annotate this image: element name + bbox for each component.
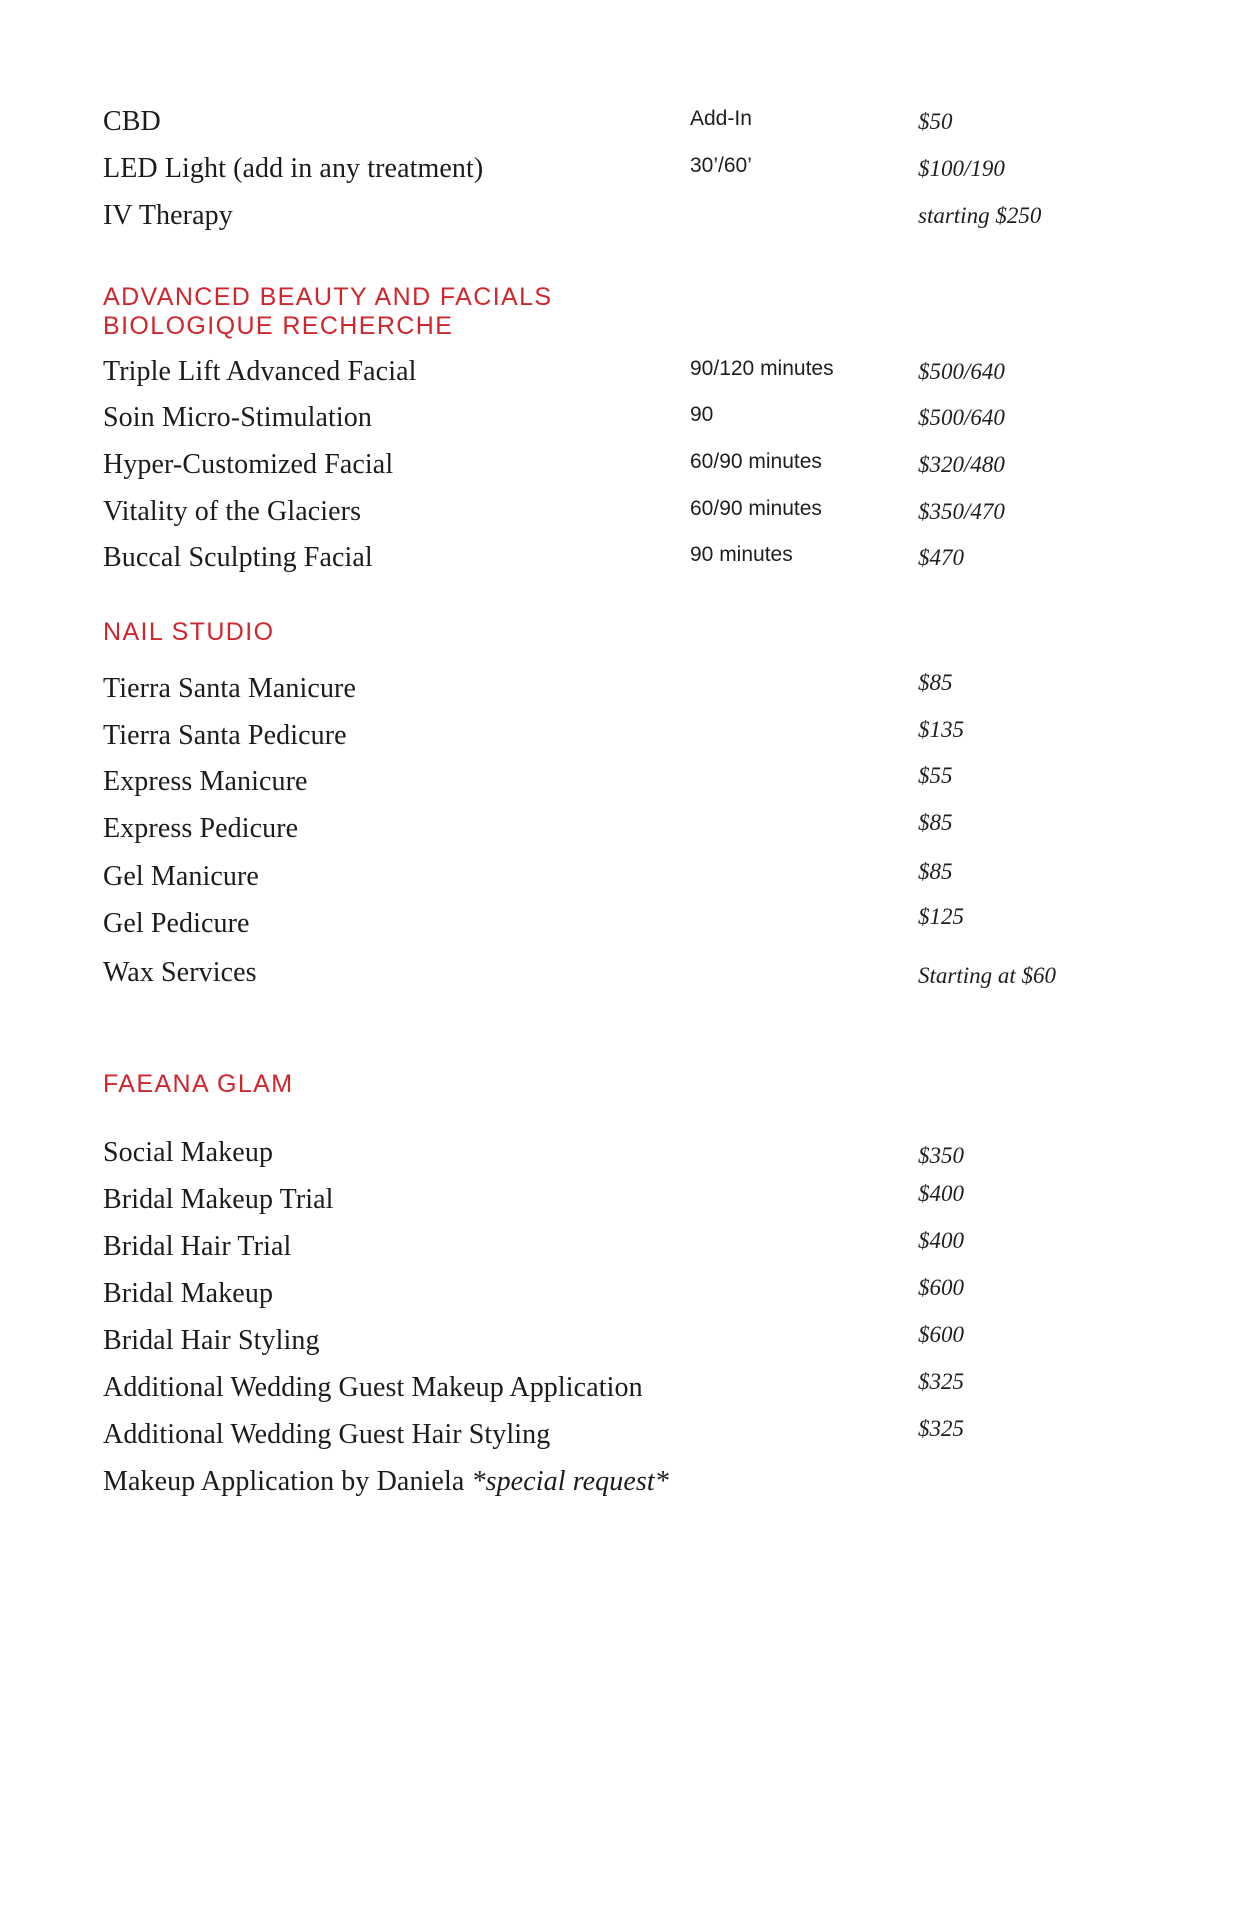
service-price: $320/480 (918, 452, 1005, 477)
section-heading-nail-studio: NAIL STUDIO (103, 618, 275, 646)
service-name: CBD (103, 106, 161, 137)
service-name: Soin Micro-Stimulation (103, 402, 372, 433)
section-subheading-biologique: BIOLOGIQUE RECHERCHE (103, 312, 454, 340)
service-name: Bridal Hair Trial (103, 1231, 292, 1262)
service-row (103, 716, 1143, 756)
service-row (103, 1274, 1143, 1314)
service-row (103, 762, 1143, 802)
service-price: starting $250 (918, 203, 1042, 228)
service-row (103, 492, 1143, 532)
service-price: $50 (918, 109, 953, 134)
service-price: $325 (918, 1369, 964, 1394)
service-duration: Add-In (690, 107, 752, 130)
service-price: $85 (918, 859, 953, 884)
service-row (103, 352, 1143, 392)
service-row (103, 857, 1143, 897)
service-price: $350/470 (918, 499, 1005, 524)
service-name: Vitality of the Glaciers (103, 496, 362, 527)
service-row (103, 398, 1143, 438)
service-row (103, 904, 1143, 944)
service-name: Bridal Hair Styling (103, 1325, 320, 1356)
service-name: LED Light (add in any treatment) (103, 153, 484, 184)
service-price: $85 (918, 670, 953, 695)
service-duration: 60/90 minutes (690, 450, 822, 473)
service-price: $600 (918, 1322, 964, 1347)
service-row-iv-therapy (103, 196, 1143, 236)
service-price: $325 (918, 1416, 964, 1441)
service-price: $85 (918, 810, 953, 835)
special-service-name: Makeup Application by Daniela (103, 1466, 465, 1497)
service-price: $55 (918, 763, 953, 788)
service-row (103, 1180, 1143, 1220)
service-row (103, 1415, 1143, 1455)
section-heading-faeana-glam: FAEANA GLAM (103, 1070, 294, 1098)
service-price: $600 (918, 1275, 964, 1300)
service-duration: 30’/60’ (690, 154, 752, 177)
service-price: $350 (918, 1143, 964, 1168)
service-price: $400 (918, 1181, 964, 1206)
service-name: Tierra Santa Manicure (103, 673, 356, 704)
service-row-cbd (103, 102, 1143, 142)
service-name: Bridal Makeup Trial (103, 1184, 334, 1215)
service-row (103, 953, 1143, 993)
service-price: $100/190 (918, 156, 1005, 181)
service-name: Buccal Sculpting Facial (103, 542, 373, 573)
service-name: Bridal Makeup (103, 1278, 274, 1309)
service-price: $400 (918, 1228, 964, 1253)
service-name: Gel Pedicure (103, 908, 250, 939)
service-row-special-request (103, 1462, 1143, 1502)
special-request-note: *special request* (471, 1466, 669, 1497)
service-price: $500/640 (918, 405, 1005, 430)
service-row (103, 1368, 1143, 1408)
service-name: Express Pedicure (103, 813, 299, 844)
service-row (103, 445, 1143, 485)
service-name: Social Makeup (103, 1137, 274, 1168)
service-row (103, 1321, 1143, 1361)
service-name: Express Manicure (103, 766, 308, 797)
service-name: Gel Manicure (103, 861, 259, 892)
service-name: Additional Wedding Guest Makeup Application (103, 1372, 643, 1403)
service-name: Tierra Santa Pedicure (103, 720, 347, 751)
service-duration: 60/90 minutes (690, 497, 822, 520)
service-row (103, 1133, 1143, 1173)
service-duration: 90 (690, 403, 714, 426)
service-name: Wax Services (103, 957, 257, 988)
service-duration: 90/120 minutes (690, 357, 834, 380)
service-name: IV Therapy (103, 200, 233, 231)
service-price: $125 (918, 904, 964, 929)
service-row (103, 669, 1143, 709)
service-name: Hyper-Customized Facial (103, 449, 394, 480)
service-row (103, 809, 1143, 849)
service-row (103, 1227, 1143, 1267)
section-heading-advanced-beauty: ADVANCED BEAUTY AND FACIALS (103, 283, 553, 311)
service-name: Triple Lift Advanced Facial (103, 356, 417, 387)
service-duration: 90 minutes (690, 543, 793, 566)
service-price: Starting at $60 (918, 963, 1057, 988)
service-price: $135 (918, 717, 964, 742)
service-row-led-light (103, 149, 1143, 189)
service-price: $500/640 (918, 359, 1005, 384)
service-name: Additional Wedding Guest Hair Styling (103, 1419, 551, 1450)
service-row (103, 538, 1143, 578)
service-price: $470 (918, 545, 964, 570)
service-name (103, 1462, 669, 1502)
